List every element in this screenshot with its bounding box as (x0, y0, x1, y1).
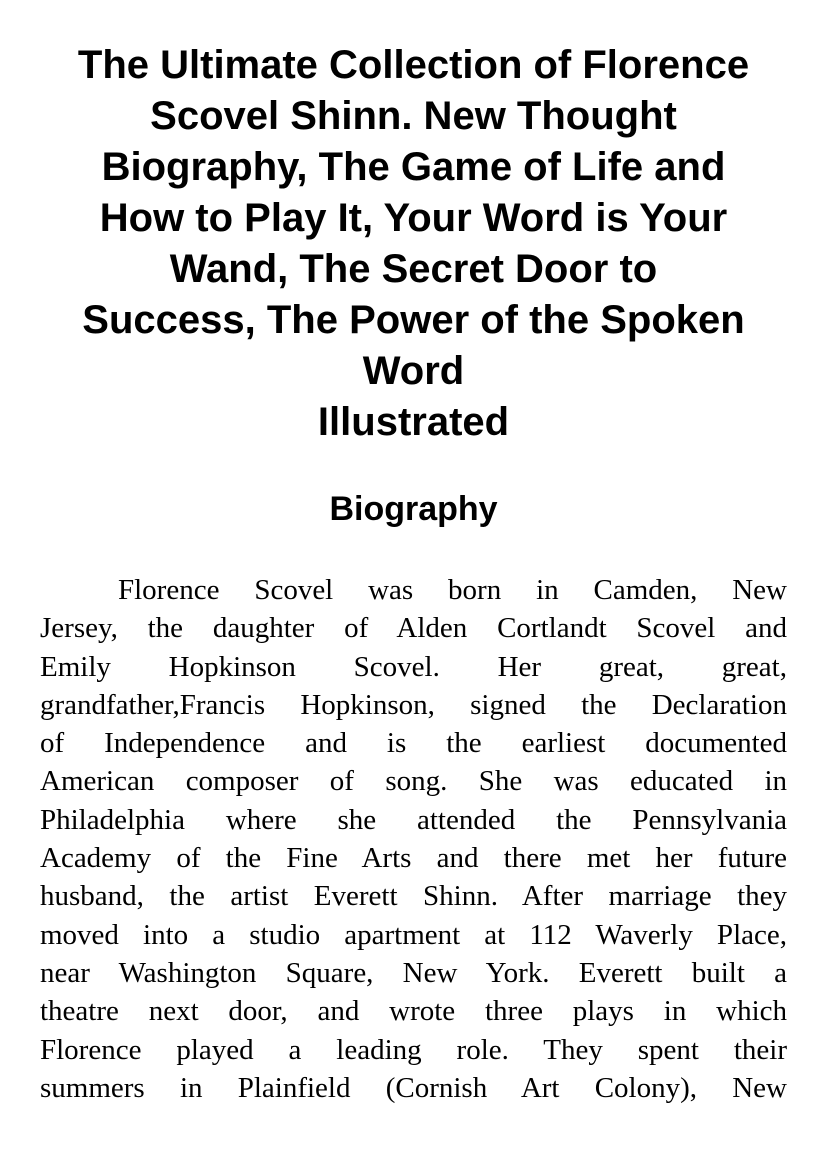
paragraph-line: husband, the artist Everett Shinn. After marriage they (40, 880, 787, 913)
title-line: Biography, The Game of Life and (101, 145, 726, 189)
biography-paragraph (40, 571, 787, 1107)
paragraph-line: summers in Plainfield (Cornish Art Colony), New (40, 1071, 787, 1104)
paragraph-line: grandfather,Francis Hopkinson, signed the Declaration (40, 688, 787, 721)
title-line: Scovel Shinn. New Thought (150, 94, 677, 138)
paragraph-line: Jersey, the daughter of Alden Cortlandt Scovel and (40, 612, 787, 645)
title-line: Word (362, 349, 465, 393)
title-line: The Ultimate Collection of Florence (77, 43, 750, 87)
paragraph-line: Emily Hopkinson Scovel. Her great, great, (40, 650, 787, 683)
title-line: How to Play It, Your Word is Your (99, 196, 728, 240)
paragraph-line: Philadelphia where she attended the Pennsylvania (40, 803, 787, 836)
title-line: Success, The Power of the Spoken (82, 298, 745, 342)
paragraph-line: Academy of the Fine Arts and there met her future (40, 842, 787, 875)
paragraph-line: Florence Scovel was born in Camden, New (118, 574, 787, 606)
section-heading-biography: Biography (329, 490, 498, 528)
paragraph-line: moved into a studio apartment at 112 Waverly Place, (40, 918, 787, 951)
book-title (30, 40, 797, 448)
paragraph-line: Florence played a leading role. They spent their (40, 1033, 787, 1066)
paragraph-line: theatre next door, and wrote three plays in which (40, 995, 787, 1028)
paragraph-line: American composer of song. She was educated in (40, 765, 787, 798)
title-line: Wand, The Secret Door to (169, 247, 658, 291)
paragraph-line: of Independence and is the earliest documented (40, 727, 787, 760)
paragraph-line: near Washington Square, New York. Everett built a (40, 956, 787, 989)
title-line-illustrated: Illustrated (317, 400, 510, 444)
